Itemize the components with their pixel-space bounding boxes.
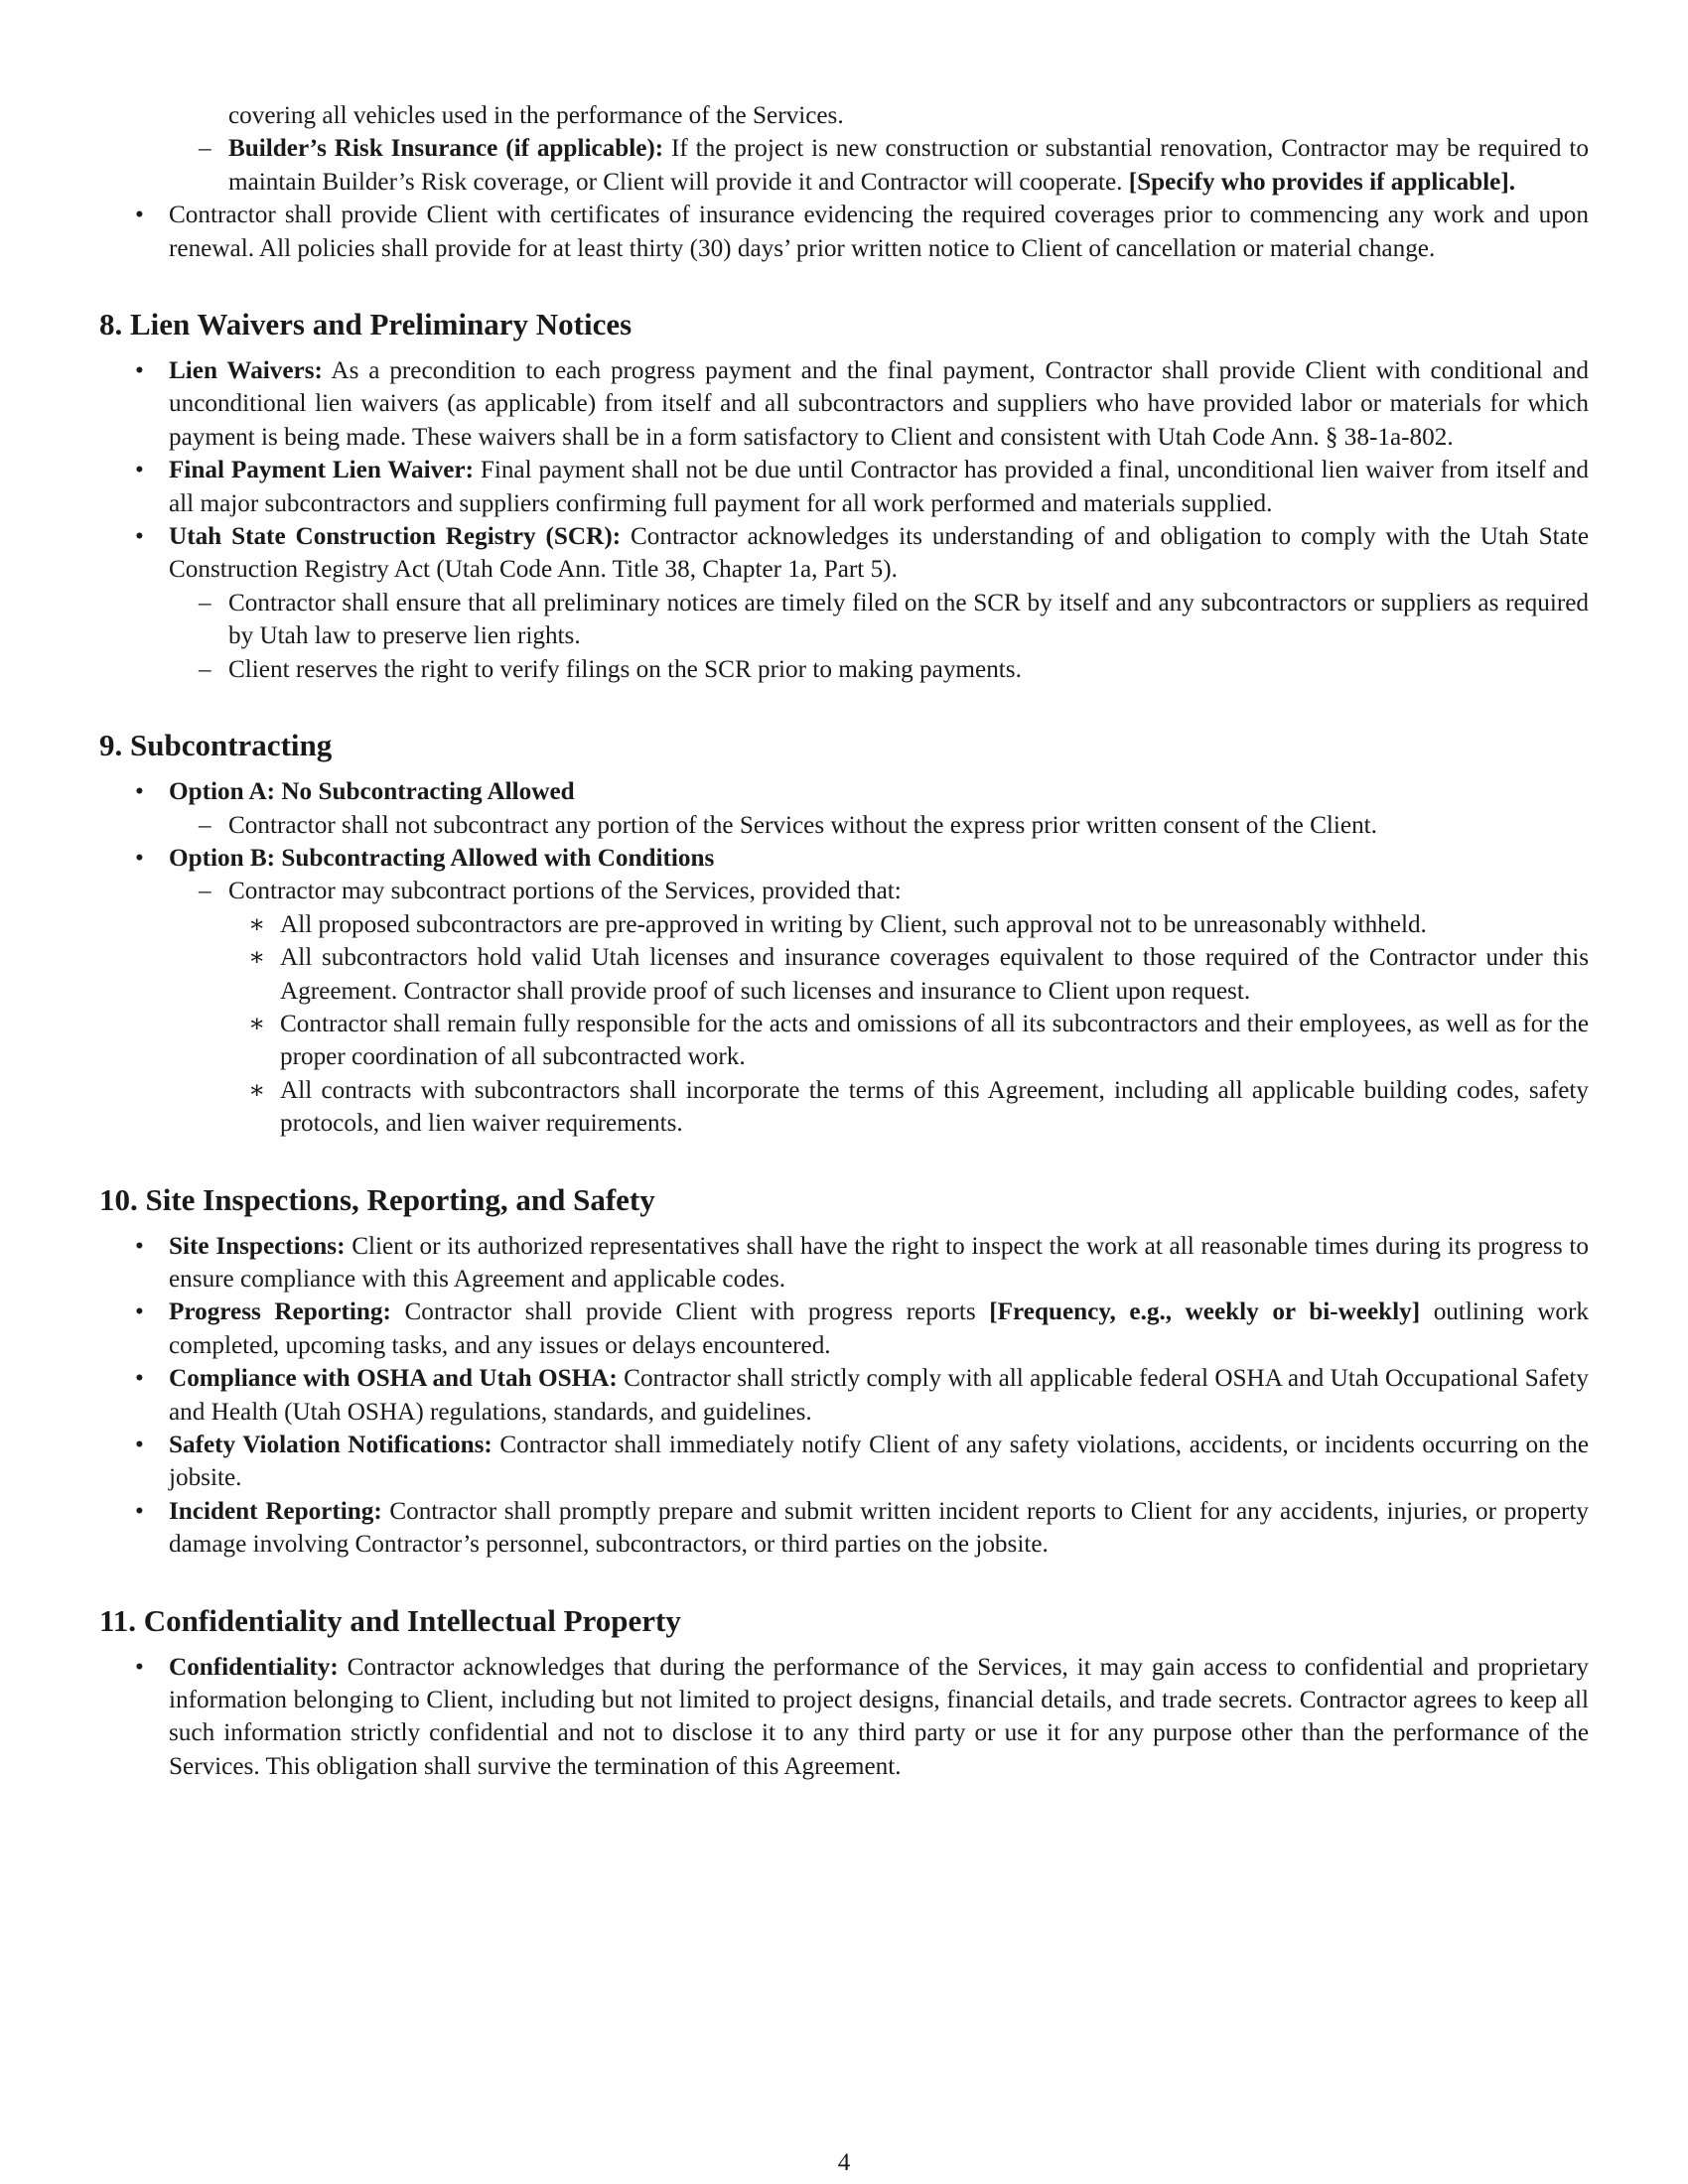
section-8-list (99, 354, 1589, 686)
section-8 (99, 305, 1589, 686)
item-label: Incident Reporting: (169, 1497, 382, 1525)
section-heading: 8. Lien Waivers and Preliminary Notices (99, 307, 633, 342)
list-item (99, 1296, 1589, 1362)
item-label: Utah State Construction Registry (SCR): (169, 523, 622, 551)
list-item (99, 842, 1589, 1141)
item-text: Contractor acknowledges that during the performance of the Services, it may gain access to confidential and proprietary information belonging to Client, including but not limited to project designs, financial details, and trade secrets. Contractor agrees to keep all such information strictly confidential and not to disclose it to any third party or use it for any purpose other than the performance of the Services. This obligation shall survive the termination of this Agreement. (169, 1653, 1589, 1780)
item-text: Client or its authorized representatives shall have the right to inspect the work at all reasonable times during its progress to ensure compliance with this Agreement and applicable codes. (169, 1232, 1589, 1293)
list-item (99, 454, 1589, 520)
item-label: Lien Waivers: (169, 357, 323, 385)
list-item (99, 775, 1589, 842)
item-text: Final payment shall not be due until Contractor has provided a final, unconditional lien waiver from itself and all major subcontractors and suppliers confirming full payment for all work performed and materials supplied. (169, 457, 1590, 517)
continued-text: covering all vehicles used in the performance of the Services. (228, 102, 844, 129)
item-text: Contractor shall immediately notify Client of any safety violations, accidents, or incidents occurring on the jobsite. (169, 1432, 1589, 1492)
insurance-sublist (169, 132, 1589, 199)
sub-list-item: – Contractor shall ensure that all preliminary notices are timely filed on the SCR by itself and any subcontractors or suppliers as required by Utah law to preserve lien rights. (169, 587, 1589, 653)
item-text: outlining work completed, upcoming tasks, and any issues or delays encountered. (169, 1298, 1589, 1359)
item-label: Option A: No Subcontracting Allowed (169, 778, 575, 806)
item-text: Contractor shall provide Client with progress reports (390, 1298, 990, 1326)
item-label: Safety Violation Notifications: (169, 1432, 492, 1458)
list-item (99, 1651, 1589, 1784)
section-heading: 9. Subcontracting (99, 728, 333, 763)
item-label: Option B: Subcontracting Allowed with Conditions (169, 844, 715, 872)
section-heading: 10. Site Inspections, Reporting, and Safety (99, 1181, 655, 1217)
condition-item: ∗ All proposed subcontractors are pre-approved in writing by Client, such approval not to be unreasonably withheld. (228, 908, 1589, 941)
item-label: Progress Reporting: (169, 1298, 391, 1326)
insurance-list (99, 199, 1589, 265)
page-content (99, 99, 1589, 1783)
placeholder-text: [Specify who provides if applicable] (1128, 168, 1509, 196)
item-text: Contractor shall promptly prepare and submit written incident reports to Client for any accidents, injuries, or property damage involving Contractor’s personnel, subcontractors, or third parties on the jobsite. (169, 1497, 1589, 1559)
list-item (99, 1362, 1589, 1429)
section-11 (99, 1601, 1589, 1784)
list-item (169, 132, 1589, 199)
section-heading: 11. Confidentiality and Intellectual Property (99, 1602, 681, 1638)
condition-item: ∗ All subcontractors hold valid Utah licenses and insurance coverages equivalent to those required of the Contractor under this Agreement. Contractor shall provide proof of such licenses and insurance to Client upon request. (228, 941, 1589, 1008)
section-9-list (99, 775, 1589, 1140)
item-label: Site Inspections: (169, 1232, 346, 1260)
list-item (99, 1495, 1589, 1562)
option-b-sublist (169, 875, 1589, 1140)
item-text: Contractor may subcontract portions of the Services, provided that: (228, 878, 902, 905)
list-item: • Contractor shall provide Client with certificates of insurance evidencing the required coverages prior to commencing any work and upon renewal. All policies shall provide for at least thirty (30) days’ prior written notice to Client of cancellation or material change. (99, 199, 1589, 265)
section-10 (99, 1180, 1589, 1562)
section-10-list (99, 1230, 1589, 1562)
list-item (99, 520, 1589, 686)
item-text: If the project is new construction or substantial renovation, Contractor may be required to maintain Builder’s Risk coverage, or Client will provide it and Contractor will cooperate. (228, 135, 1589, 196)
item-label: Confidentiality: (169, 1653, 339, 1681)
scr-sublist (169, 587, 1589, 686)
sub-list-item (169, 875, 1589, 1140)
section-9 (99, 726, 1589, 1140)
condition-item: ∗ All contracts with subcontractors shall incorporate the terms of this Agreement, including all applicable building codes, safety protocols, and lien waiver requirements. (228, 1074, 1589, 1141)
placeholder-text: [Frequency, e.g., weekly or bi-weekly] (989, 1298, 1421, 1326)
item-label: Compliance with OSHA and Utah OSHA: (169, 1365, 618, 1393)
item-text: Contractor acknowledges its understanding of and obligation to comply with the Utah State Construction Registry Act (Utah Code Ann. Title 38, Chapter 1a, Part 5). (169, 523, 1590, 584)
condition-item: ∗ Contractor shall remain fully responsible for the acts and omissions of all its subcontractors and their employees, as well as for the proper coordination of all subcontracted work. (228, 1008, 1589, 1074)
option-a-sublist (169, 809, 1589, 842)
list-item (99, 354, 1589, 454)
section-11-list (99, 1651, 1589, 1784)
sub-list-item: – Contractor shall not subcontract any portion of the Services without the express prior written consent of the Client. (169, 809, 1589, 842)
sub-list-item: – Client reserves the right to verify filings on the SCR prior to making payments. (169, 653, 1589, 686)
item-text: Contractor shall strictly comply with all applicable federal OSHA and Utah Occupational Safety and Health (Utah OSHA) regulations, standards, and guidelines. (169, 1365, 1589, 1426)
item-end: . (1508, 168, 1516, 196)
page-number: 4 (837, 2149, 851, 2176)
list-item (99, 1230, 1589, 1297)
item-label: Final Payment Lien Waiver: (169, 457, 474, 484)
list-item (99, 1429, 1589, 1495)
conditions-list (228, 908, 1589, 1141)
item-text: As a precondition to each progress payment and the final payment, Contractor shall provide Client with conditional and unconditional lien waivers (as applicable) from itself and all subcontractors and suppliers who have provided labor or materials for which payment is being made. These waivers shall be in a form satisfactory to Client and consistent with Utah Code Ann. § 38-1a-802. (169, 357, 1590, 451)
item-label: Builder’s Risk Insurance (if applicable): (228, 135, 664, 163)
